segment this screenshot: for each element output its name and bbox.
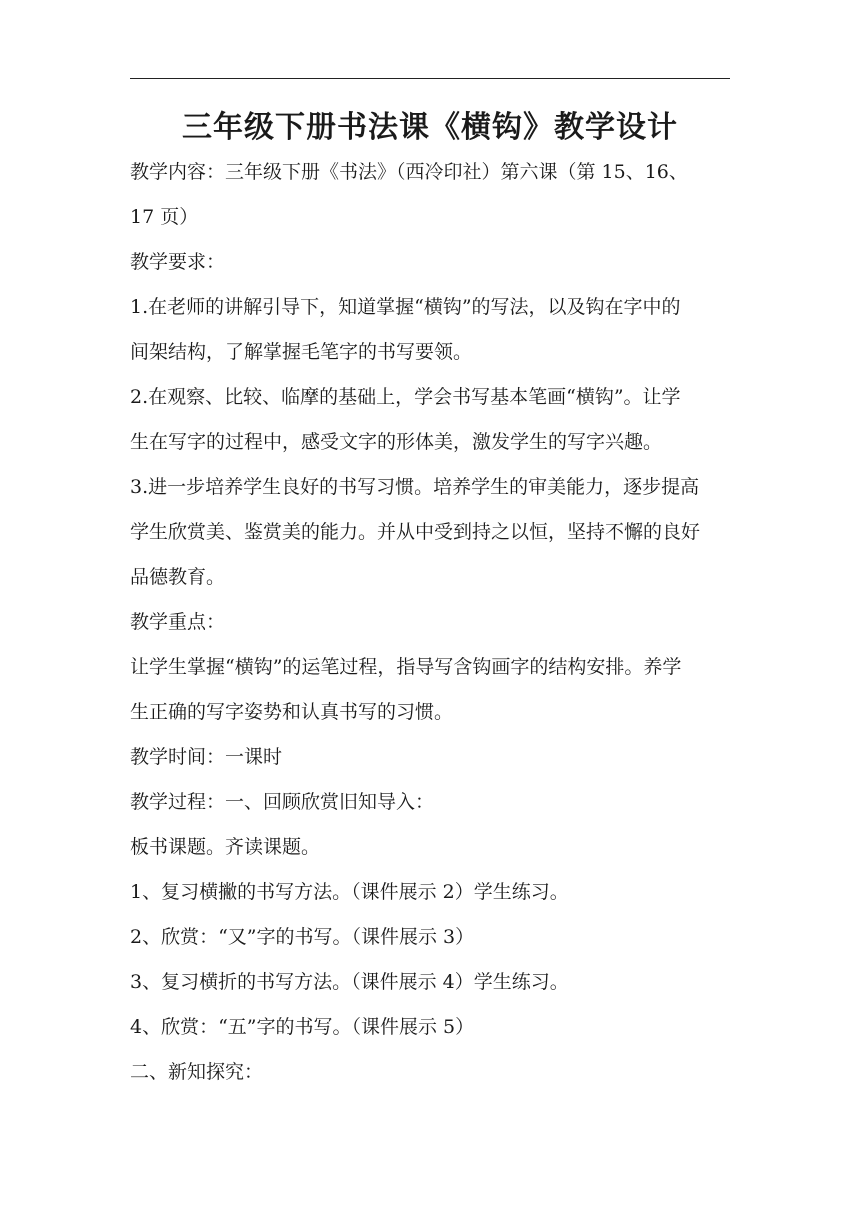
text-line: 生正确的写字姿势和认真书写的习惯。 xyxy=(130,701,454,723)
text-line: 17 页） xyxy=(130,206,199,228)
text-line: 1.在老师的讲解引导下，知道掌握“横钩”的写法，以及钩在字中的 xyxy=(130,296,681,318)
text-line: 2、欣赏：“又”字的书写。（课件展示 3） xyxy=(130,926,475,948)
text-line: 教学内容：三年级下册《书法》（西冷印社）第六课（第 15、16、 xyxy=(130,161,688,183)
text-line: 品德教育。 xyxy=(130,566,226,588)
text-line: 板书课题。齐读课题。 xyxy=(130,836,321,858)
text-line: 2.在观察、比较、临摩的基础上，学会书写基本笔画“横钩”。让学 xyxy=(130,386,681,408)
text-line: 教学时间：一课时 xyxy=(130,746,283,768)
text-line: 二、新知探究： xyxy=(130,1061,264,1083)
text-line: 生在写字的过程中，感受文字的形体美，激发学生的写字兴趣。 xyxy=(130,431,663,453)
text-line: 教学重点： xyxy=(130,611,226,633)
document-title: 三年级下册书法课《横钩》教学设计 xyxy=(182,110,678,145)
header-rule xyxy=(130,78,730,79)
text-line: 3.进一步培养学生良好的书写习惯。培养学生的审美能力，逐步提高 xyxy=(130,476,700,498)
text-line: 让学生掌握“横钩”的运笔过程，指导写含钩画字的结构安排。养学 xyxy=(130,656,682,678)
text-line: 教学过程：一、回顾欣赏旧知导入： xyxy=(130,791,435,813)
text-line: 1、复习横撇的书写方法。（课件展示 2）学生练习。 xyxy=(130,881,569,903)
text-line: 间架结构，了解掌握毛笔字的书写要领。 xyxy=(130,341,473,363)
text-line: 学生欣赏美、鉴赏美的能力。并从中受到持之以恒，坚持不懈的良好 xyxy=(130,521,701,543)
text-line: 4、欣赏：“五”字的书写。（课件展示 5） xyxy=(130,1016,475,1038)
text-line: 教学要求： xyxy=(130,251,226,273)
document-body xyxy=(130,150,730,1095)
text-line: 3、复习横折的书写方法。（课件展示 4）学生练习。 xyxy=(130,971,569,993)
